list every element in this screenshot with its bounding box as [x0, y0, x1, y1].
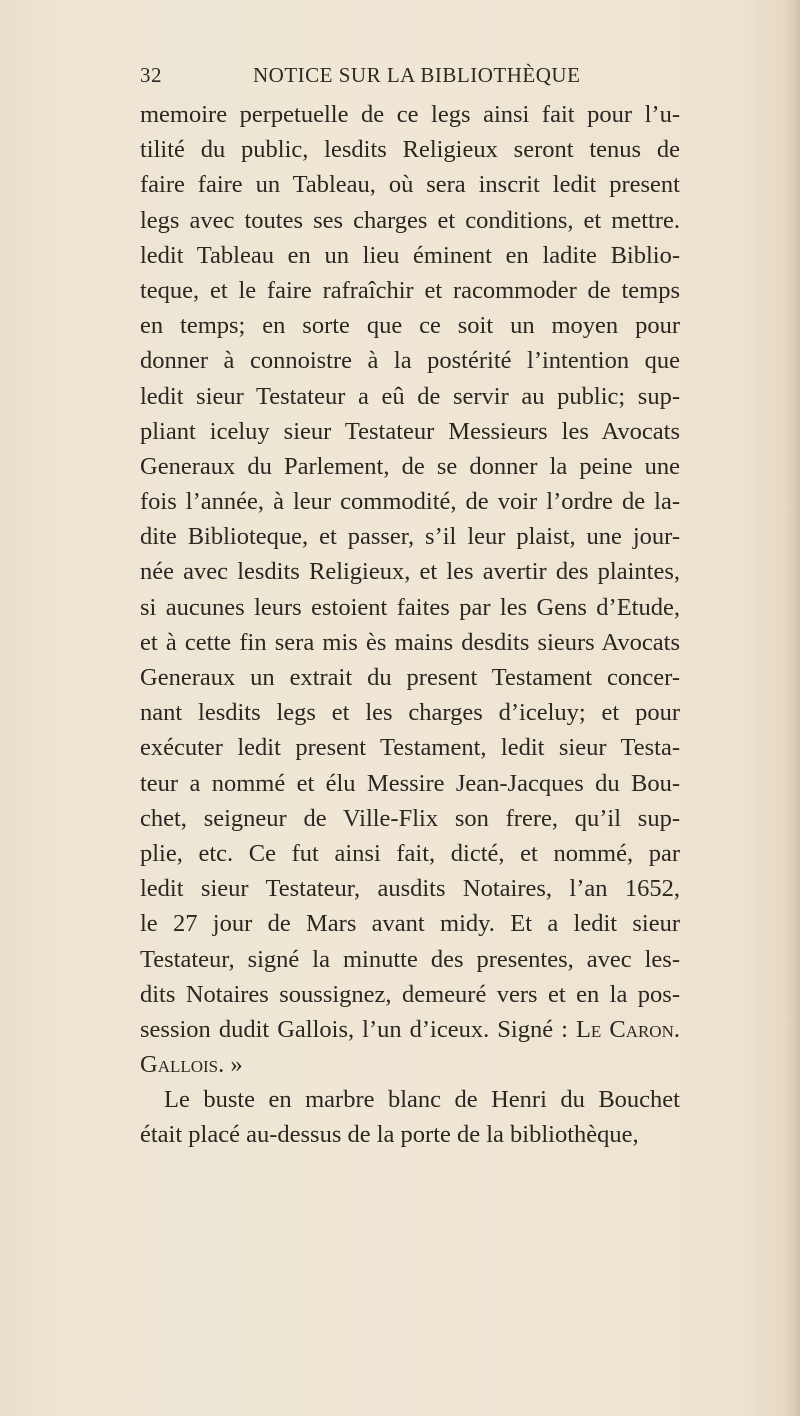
text-line: si aucunes leurs estoient faites par les Gens d’Etude, [140, 593, 680, 621]
text-line: le 27 jour de Mars avant midy. Et a ledit sieur [140, 910, 680, 938]
text-line: pliant iceluy sieur Testateur Messieurs les Avocats [140, 417, 680, 445]
text-line: tilité du public, lesdits Religieux seront tenus de [140, 136, 680, 164]
text-line: et à cette fin sera mis ès mains desdits sieurs Avocats [140, 628, 680, 656]
paragraph-buste [140, 1082, 680, 1152]
running-title: NOTICE SUR LA BIBLIOTHÈQUE [253, 63, 581, 87]
text-line: teque, et le faire rafraîchir et racommoder de temps [140, 276, 680, 304]
paragraph-testament [140, 97, 680, 1082]
text-line: dite Biblioteque, et passer, s’il leur plaist, une jour- [140, 523, 680, 551]
text-line: née avec lesdits Religieux, et les avertir des plaintes, [140, 558, 680, 586]
text-line: teur a nommé et élu Messire Jean-Jacques du Bou- [140, 769, 680, 797]
text-line: session dudit Gallois, l’un d’iceux. Signé : Le Caron. [140, 1015, 680, 1043]
signature-name: Gallois [140, 1051, 219, 1079]
text-line: Generaux du Parlement, de se donner la peine une [140, 452, 680, 480]
running-head [140, 63, 680, 93]
text-line: ledit sieur Testateur, ausdits Notaires, l’an 1652, [140, 875, 680, 903]
body-text [140, 97, 680, 1153]
text-line: Testateur, signé la minutte des presentes, avec les- [140, 945, 680, 973]
text-line: exécuter ledit present Testament, ledit sieur Testa- [140, 734, 680, 762]
text-line: chet, seigneur de Ville-Flix son frere, qu’il sup- [140, 804, 680, 832]
text-line: nant lesdits legs et les charges d’iceluy; et pour [140, 699, 680, 727]
signature-name: Le Caron [575, 1015, 674, 1043]
page-number: 32 [140, 63, 162, 87]
text-line: était placé au-dessus de la porte de la bibliothèque, [140, 1121, 639, 1149]
text-line: donner à connoistre à la postérité l’intention que [140, 347, 680, 375]
text-line: ledit sieur Testateur a eû de servir au public; sup- [140, 382, 680, 410]
text-line: Gallois. » [140, 1051, 243, 1079]
text-line: memoire perpetuelle de ce legs ainsi fait pour l’u- [140, 101, 680, 128]
page-edge-shadow [786, 0, 800, 1416]
text-line: Generaux un extrait du present Testament concer- [140, 664, 680, 691]
text-line: ledit Tableau en un lieu éminent en ladite Biblio- [140, 241, 680, 269]
text-line: faire faire un Tableau, où sera inscrit ledit present [140, 171, 680, 199]
text-line: en temps; en sorte que ce soit un moyen pour [140, 312, 680, 340]
text-line: Le buste en marbre blanc de Henri du Bouchet [164, 1086, 680, 1114]
text-line: plie, etc. Ce fut ainsi fait, dicté, et nommé, par [140, 839, 680, 867]
text-line: fois l’année, à leur commodité, de voir l’ordre de la- [140, 488, 680, 516]
text-line: legs avec toutes ses charges et conditions, et mettre. [140, 206, 680, 234]
text-line: dits Notaires soussignez, demeuré vers et en la pos- [140, 980, 680, 1008]
